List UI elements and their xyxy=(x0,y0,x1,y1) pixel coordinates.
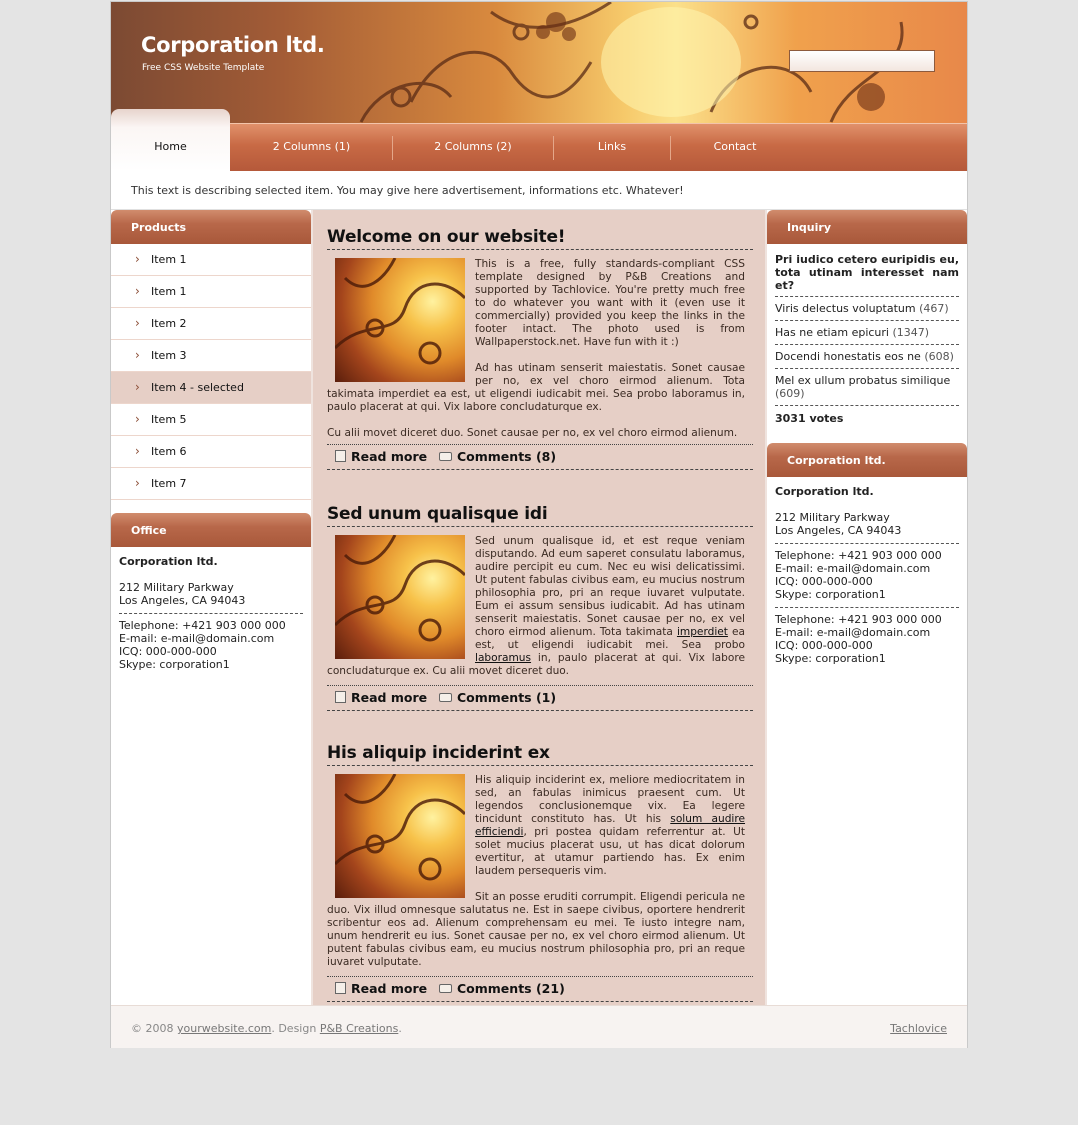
intro-text: This text is describing selected item. You may give here advertisement, informations etc. Whatever! xyxy=(131,184,684,197)
comments-link[interactable] xyxy=(439,686,556,710)
inquiry-option[interactable] xyxy=(775,368,959,405)
imperdiet-link[interactable]: imperdiet xyxy=(676,626,728,638)
article-paragraph: This is a free, fully standards-compliant CSS template designed by P&B Creations and supported by Tachlovice. You're pretty much free to do whatever you want with it (even use it commercially) provided you keep the links in the footer intact. The photo used is from Wallpaperstock.net. Have fun with it :) xyxy=(475,258,745,348)
option-label: Docendi honestatis eos ne xyxy=(775,350,921,363)
office-telephone: Telephone: +421 903 000 000 xyxy=(119,619,286,632)
article-image-decoration xyxy=(335,535,465,659)
option-label: Viris delectus voluptatum xyxy=(775,302,916,315)
header-banner xyxy=(111,2,967,123)
product-item-5[interactable] xyxy=(111,404,311,436)
option-count: (1347) xyxy=(892,326,930,339)
article-text: ea est, ut eligendi iudicabit mei. Sea probo xyxy=(475,626,745,651)
office-address xyxy=(111,547,311,671)
read-more-link[interactable] xyxy=(335,977,427,1001)
comments-link[interactable] xyxy=(439,445,556,469)
article-title: Welcome on our website! xyxy=(327,227,753,250)
corp-email-2: E-mail: e-mail@domain.com xyxy=(775,626,931,639)
document-icon xyxy=(335,982,346,994)
read-more-label: Read more xyxy=(351,981,428,996)
article-image-decoration xyxy=(335,774,465,898)
chevron-right-icon: › xyxy=(135,252,140,266)
page-container xyxy=(110,1,968,1048)
article xyxy=(327,227,753,470)
product-item-1[interactable] xyxy=(111,244,311,276)
design-text: . Design xyxy=(271,1022,320,1035)
read-more-label: Read more xyxy=(351,449,428,464)
product-item-label: Item 7 xyxy=(151,477,187,490)
article xyxy=(327,743,753,1002)
article-text: in, paulo placerat at qui. Vix labore concludaturque ex. Cu alii movet diceret duo. xyxy=(327,652,745,677)
divider xyxy=(775,543,959,544)
chevron-right-icon: › xyxy=(135,380,140,394)
site-link[interactable]: yourwebsite.com xyxy=(177,1022,272,1035)
comments-link[interactable] xyxy=(439,977,565,1001)
corp-skype: Skype: corporation1 xyxy=(775,588,886,601)
office-company: Corporation ltd. xyxy=(119,555,218,568)
article xyxy=(327,504,753,711)
comments-label: Comments (8) xyxy=(457,449,557,464)
inquiry-question: Pri iudico cetero euripidis eu, tota utinam interesset nam et? xyxy=(775,253,959,292)
copyright-text xyxy=(131,1022,402,1035)
product-item-label: Item 1 xyxy=(151,253,187,266)
search-input[interactable] xyxy=(789,50,935,72)
comments-label: Comments (21) xyxy=(457,981,565,996)
office-icq: ICQ: 000-000-000 xyxy=(119,645,217,658)
article-image-decoration xyxy=(335,258,465,382)
article-text: Sed unum qualisque id, et est reque veniam disputando. Ad eum saperet consulatu laboramus, audire percipit eu cum. Nec eu wisi delicatissimi. Ut putent fabulas civibus eam, eu mucius nostrum philosophia pro, pri an reque iuvaret vulputate. Eum ei assum sensibus iudicabit. Ad has utinam senserit maiestatis. Sonet causae per no, ex vel choro eirmod alienum. Tota takimata xyxy=(475,535,745,638)
nav-tab-2-columns-1[interactable]: 2 Columns (1) xyxy=(272,140,351,153)
comment-icon xyxy=(439,693,452,702)
site-title: Corporation ltd. xyxy=(141,33,325,57)
article-paragraph: Sit an posse eruditi corrumpit. Eligendi pericula ne duo. Vix illud omnesque salutatus ne. Est in saepe civibus, oportere hendrerit scribentur eos ad. Alienum comprehensam eu mei. Te iusto integre nam, unum hendrerit eu ius. Sonet causae per no, ex vel choro eirmod alienum. Ut putent fabulas civibus eam, eu mucius nostrum philosophia pro, pri an reque iuvaret vulputate. xyxy=(327,891,745,968)
office-city: Los Angeles, CA 94043 xyxy=(119,594,246,607)
office-skype: Skype: corporation1 xyxy=(119,658,230,671)
article-text: His aliquip inciderint ex, meliore mediocritatem in sed, an fabulas inimicus praesent cum. Ut legendos conclusionemque vix. Ea legere tincidunt constituto has. Ut his xyxy=(475,774,745,825)
copyright-prefix: © 2008 xyxy=(131,1022,177,1035)
product-item-label: Item 4 - selected xyxy=(151,381,244,394)
option-label: Mel ex ullum probatus similique xyxy=(775,374,951,387)
article-footer xyxy=(327,444,753,470)
laboramus-link[interactable]: laboramus xyxy=(475,652,532,664)
article-body xyxy=(327,258,753,440)
site-subtitle: Free CSS Website Template xyxy=(142,63,265,73)
corp-street: 212 Military Parkway xyxy=(775,511,890,524)
document-icon xyxy=(335,450,346,462)
corporation-heading: Corporation ltd. xyxy=(767,443,967,477)
option-count: (608) xyxy=(924,350,954,363)
right-sidebar xyxy=(767,210,967,1005)
left-sidebar xyxy=(111,210,311,1005)
product-item-label: Item 2 xyxy=(151,317,187,330)
read-more-label: Read more xyxy=(351,690,428,705)
chevron-right-icon: › xyxy=(135,476,140,490)
solum-audire-link[interactable]: solum audire efficiendi xyxy=(475,813,746,838)
article-title: Sed unum qualisque idi xyxy=(327,504,753,527)
nav-tab-links[interactable]: Links xyxy=(597,140,627,153)
product-item-1b[interactable] xyxy=(111,276,311,308)
corp-email: E-mail: e-mail@domain.com xyxy=(775,562,931,575)
corp-telephone: Telephone: +421 903 000 000 xyxy=(775,549,942,562)
corp-city: Los Angeles, CA 94043 xyxy=(775,524,902,537)
chevron-right-icon: › xyxy=(135,412,140,426)
inquiry-option[interactable] xyxy=(775,320,959,344)
chevron-right-icon: › xyxy=(135,284,140,298)
product-item-label: Item 5 xyxy=(151,413,187,426)
corp-icq: ICQ: 000-000-000 xyxy=(775,575,873,588)
inquiry-option[interactable] xyxy=(775,344,959,368)
nav-tab-2-columns-2[interactable]: 2 Columns (2) xyxy=(434,140,512,153)
product-item-7[interactable] xyxy=(111,468,311,500)
product-item-label: Item 6 xyxy=(151,445,187,458)
product-item-4-selected[interactable] xyxy=(111,372,311,404)
inquiry-total: 3031 votes xyxy=(775,405,959,431)
article-image xyxy=(335,774,465,898)
read-more-link[interactable] xyxy=(335,445,427,469)
product-item-label: Item 3 xyxy=(151,349,187,362)
corp-telephone-2: Telephone: +421 903 000 000 xyxy=(775,613,942,626)
corp-icq-2: ICQ: 000-000-000 xyxy=(775,639,873,652)
corp-company: Corporation ltd. xyxy=(775,485,874,498)
product-item-3[interactable] xyxy=(111,340,311,372)
article-title: His aliquip inciderint ex xyxy=(327,743,753,766)
chevron-right-icon: › xyxy=(135,348,140,362)
footer xyxy=(111,1005,967,1048)
period-text: . xyxy=(398,1022,402,1035)
article-footer xyxy=(327,976,753,1002)
article-text: , pri postea quidam referrentur at. Ut solet mucius placerat usu, ut has dicat dolorum evertitur, at utamur partiendo has. Ex enim laudem persequeris vim. xyxy=(475,826,745,877)
article-paragraph: Ad has utinam senserit maiestatis. Sonet causae per no, ex vel choro eirmod alienum. Tota takimata imperdiet ea est, ut eligendi iudicabit mei. Sea probo laboramus in, paulo placerat at qui. Vix labore concludaturque ex. xyxy=(327,362,745,413)
article-footer xyxy=(327,685,753,711)
chevron-right-icon: › xyxy=(135,444,140,458)
comments-label: Comments (1) xyxy=(457,690,557,705)
tachlovice-link[interactable]: Tachlovice xyxy=(890,1022,947,1035)
office-heading: Office xyxy=(111,513,311,547)
document-icon xyxy=(335,691,346,703)
chevron-right-icon: › xyxy=(135,316,140,330)
option-count: (467) xyxy=(919,302,949,315)
inquiry-option[interactable] xyxy=(775,296,959,320)
divider xyxy=(119,613,303,614)
office-street: 212 Military Parkway xyxy=(119,581,234,594)
office-email: E-mail: e-mail@domain.com xyxy=(119,632,275,645)
product-item-label: Item 1 xyxy=(151,285,187,298)
article-image xyxy=(335,258,465,382)
article-paragraph: Cu alii movet diceret duo. Sonet causae per no, ex vel choro eirmod alienum. xyxy=(327,427,738,439)
nav-tab-home[interactable]: Home xyxy=(111,109,230,171)
option-count: (609) xyxy=(775,387,805,400)
comment-icon xyxy=(439,452,452,461)
product-item-2[interactable] xyxy=(111,308,311,340)
read-more-link[interactable] xyxy=(335,686,427,710)
designer-link[interactable]: P&B Creations xyxy=(319,1022,399,1035)
corporation-address xyxy=(767,477,967,665)
option-label: Has ne etiam epicuri xyxy=(775,326,889,339)
products-list xyxy=(111,244,311,500)
inquiry-heading: Inquiry xyxy=(767,210,967,244)
divider xyxy=(775,607,959,608)
main-navigation xyxy=(111,123,967,171)
article-body xyxy=(327,535,753,678)
products-heading: Products xyxy=(111,210,311,244)
product-item-6[interactable] xyxy=(111,436,311,468)
article-body xyxy=(327,774,753,969)
comment-icon xyxy=(439,984,452,993)
main-content xyxy=(313,210,765,1005)
nav-tab-contact[interactable]: Contact xyxy=(713,140,757,153)
corp-skype-2: Skype: corporation1 xyxy=(775,652,886,665)
article-image xyxy=(335,535,465,659)
